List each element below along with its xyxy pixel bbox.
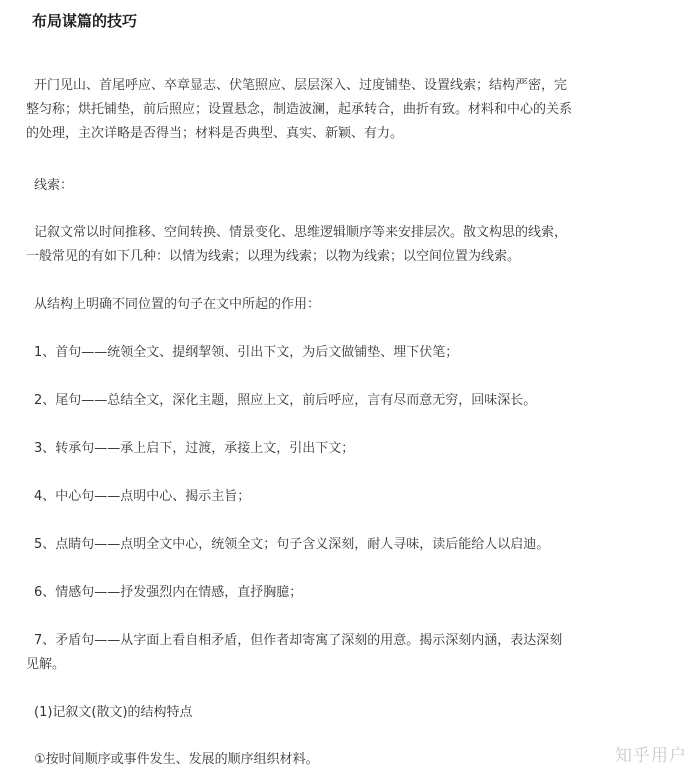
- paragraph-line: 7、矛盾句——从字面上看自相矛盾，但作者却寄寓了深刻的用意。揭示深刻内涵，表达深刻: [34, 633, 563, 648]
- list-item-central-sentence: [26, 485, 662, 509]
- paragraph-line: 5、点睛句——点明全文中心，统领全文；句子含义深刻，耐人寻味，读后能给人以启迪。: [34, 537, 550, 552]
- list-item-emotion-sentence: [26, 581, 662, 605]
- paragraph-line: (1)记叙文(散文)的结构特点: [34, 705, 193, 720]
- paragraph-techniques: [26, 74, 662, 146]
- paragraph-clues: [26, 221, 662, 269]
- paragraph-time-order: [26, 748, 662, 772]
- paragraph-line: 见解。: [26, 657, 66, 672]
- list-item-paradox-sentence: [26, 629, 662, 677]
- paragraph-line: 4、中心句——点明中心、揭示主旨；: [34, 489, 251, 504]
- paragraph-line: 记叙文常以时间推移、空间转换、情景变化、思维逻辑顺序等来安排层次。散文构思的线索，: [34, 225, 568, 240]
- list-item-transition-sentence: [26, 437, 662, 461]
- zhihu-watermark: 知乎用户: [615, 746, 687, 766]
- paragraph-line: 一般常见的有如下几种：以情为线索；以理为线索；以物为线索；以空间位置为线索。: [26, 249, 521, 264]
- paragraph-line: 2、尾句——总结全文，深化主题，照应上文，前后呼应，言有尽而意无穷，回味深长。: [34, 393, 537, 408]
- list-item-last-sentence: [26, 389, 662, 413]
- paragraph-clue-heading: [26, 174, 662, 198]
- paragraph-line: 开门见山、首尾呼应、卒章显志、伏笔照应、层层深入、过度铺垫、设置线索；结构严密，完: [34, 78, 568, 93]
- paragraph-line: 6、情感句——抒发强烈内在情感，直抒胸臆；: [34, 585, 303, 600]
- paragraph-line: 的处理，主次详略是否得当；材料是否典型、真实、新颖、有力。: [26, 126, 404, 141]
- article-heading: 布局谋篇的技巧: [32, 12, 138, 30]
- list-item-first-sentence: [26, 341, 662, 365]
- paragraph-structure-intro: [26, 293, 662, 317]
- paragraph-narrative-structure: [26, 701, 662, 725]
- paragraph-line: 3、转承句——承上启下，过渡，承接上文，引出下文；: [34, 441, 355, 456]
- paragraph-line: ①按时间顺序或事件发生、发展的顺序组织材料。: [34, 752, 319, 767]
- paragraph-line: 整匀称；烘托铺垫，前后照应；设置悬念，制造波澜，起承转合，曲折有致。材料和中心的关系: [26, 102, 573, 117]
- paragraph-line: 从结构上明确不同位置的句子在文中所起的作用：: [34, 297, 321, 312]
- list-item-key-sentence: [26, 533, 662, 557]
- paragraph-line: 1、首句——统领全文、提纲挈领、引出下文，为后文做铺垫、埋下伏笔；: [34, 345, 459, 360]
- paragraph-line: 线索：: [34, 178, 74, 193]
